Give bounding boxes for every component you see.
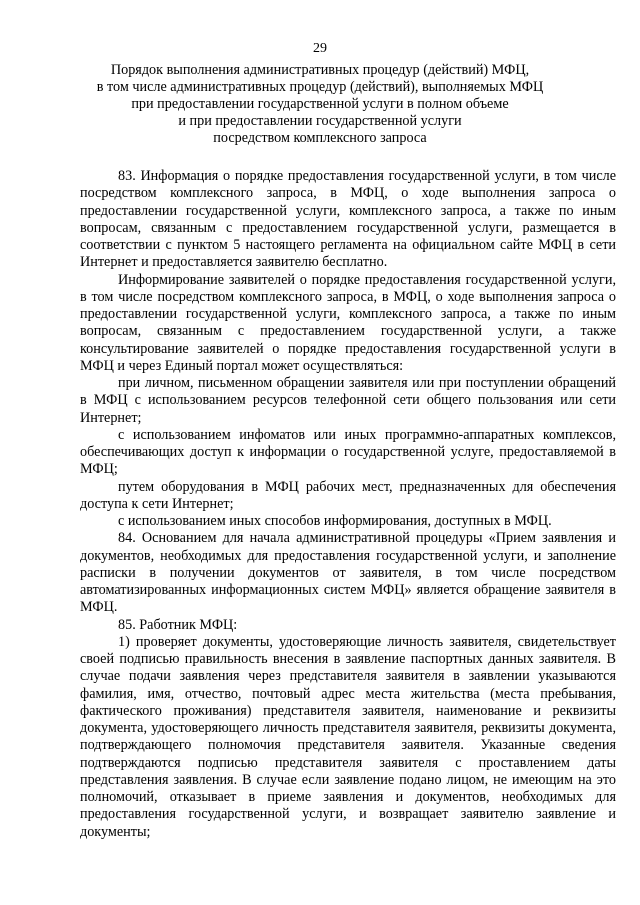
heading-line: в том числе административных процедур (действий), выполняемых МФЦ xyxy=(96,79,544,95)
paragraph-83: 83. Информация о порядке предоставления государственной услуги, в том числе посредством комплексного запроса, в МФЦ, о ходе выполнения запроса о предоставлении государственной услуги, комплексного запроса, а также по иным вопросам, связанным с предоставлением государственной услуги, размещается в соответствии с пунктом 5 настоящего регламента на официальном сайте МФЦ в сети Интернет и предоставляется заявителю бесплатно. xyxy=(80,168,616,271)
paragraph-85-item-1: 1) проверяет документы, удостоверяющие личность заявителя, свидетельствует своей подписью правильность внесения в заявление паспортных данных заявителя. В случае подачи заявления через представителя заявителя в заявлении указываются фамилия, имя, отчество, почтовый адрес места жительства (места пребывания, фактического проживания) представителя заявителя, наименование и реквизиты документа, удостоверяющего личность представителя заявителя, реквизиты документа, подтверждающего полномочия представителя заявителя. Указанные сведения подтверждаются подписью представителя заявителя с проставлением даты представления заявления. В случае если заявление подано лицом, не имеющим на это полномочий, отказывает в приеме заявления и документов, необходимых для предоставления государственной услуги, и возвращает заявителю заявление и документы; xyxy=(80,633,616,840)
section-heading xyxy=(60,62,580,147)
page-number: 29 xyxy=(313,41,327,56)
heading-line: посредством комплексного запроса xyxy=(213,130,427,146)
paragraph-informing: Информирование заявителей о порядке предоставления государственной услуги, в том числе посредством комплексного запроса, в МФЦ, о ходе выполнения запроса о предоставлении государственной услуги, комплексного запроса, а также по иным вопросам, связанным с предоставлением государственной услуги, а также консультирование заявителей о порядке предоставления государственной услуги в МФЦ и через Единый портал может осуществляться: xyxy=(80,271,616,374)
heading-line: при предоставлении государственной услуги в полном объеме xyxy=(131,96,509,112)
heading-line: и при предоставлении государственной услуги xyxy=(178,113,462,129)
list-item-other-methods: с использованием иных способов информирования, доступных в МФЦ. xyxy=(118,513,552,529)
heading-line: Порядок выполнения административных процедур (действий) МФЦ, xyxy=(110,62,530,78)
list-item-workstations: путем оборудования в МФЦ рабочих мест, предназначенных для обеспечения доступа к сети Интернет; xyxy=(80,478,616,512)
paragraph-85: 85. Работник МФЦ: xyxy=(118,616,238,633)
document-body xyxy=(80,168,616,841)
list-item-personal-appeal: при личном, письменном обращении заявителя или при поступлении обращений в МФЦ с использованием ресурсов телефонной сети общего пользования или сети Интернет; xyxy=(80,375,616,426)
paragraph-84: 84. Основанием для начала административной процедуры «Прием заявления и документов, необходимых для предоставления государственной услуги, и заполнение расписки в получении документов от заявителя, в том числе посредством автоматизированных информационных систем МФЦ» является обращение заявителя в МФЦ. xyxy=(80,530,616,616)
list-item-infomats: с использованием инфоматов или иных программно-аппаратных комплексов, обеспечивающих доступ к информации о государственной услуге, предоставляемой в МФЦ; xyxy=(80,426,616,478)
